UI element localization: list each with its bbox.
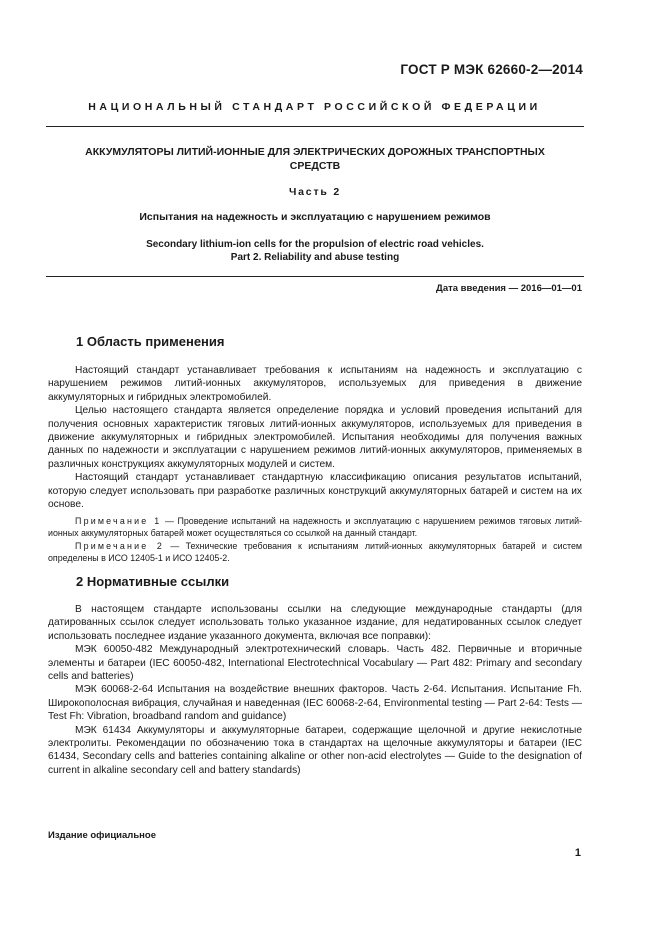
- introduction-date: Дата введения — 2016—01—01: [436, 283, 582, 294]
- paragraph: Настоящий стандарт устанавливает требования к испытаниям на надежность и эксплуатацию с нарушением режимов литий-ионных аккумуляторов, используемых для приведения в движение аккумуляторных и гибридных электромобилей.: [48, 365, 582, 403]
- paragraph: Настоящий стандарт устанавливает стандартную классификацию описания результатов испытаний, которую следует использовать при разработке различных конструкций аккумуляторных батарей и систем на их основе.: [48, 472, 582, 511]
- note-1-text: — Проведение испытаний на надежность и эксплуатацию с нарушением режимов тяговых литий-ионных аккумуляторных батарей может осуществляться со ссылкой на данный стандарт.: [48, 516, 582, 538]
- document-title: АККУМУЛЯТОРЫ ЛИТИЙ-ИОННЫЕ ДЛЯ ЭЛЕКТРИЧЕСКИХ ДОРОЖНЫХ ТРАНСПОРТНЫХ СРЕДСТВ: [85, 146, 545, 172]
- standard-number: ГОСТ Р МЭК 62660-2—2014: [400, 62, 583, 77]
- national-standard-banner: НАЦИОНАЛЬНЫЙ СТАНДАРТ РОССИЙСКОЙ ФЕДЕРАЦИИ: [88, 101, 541, 113]
- reference-entry: МЭК 60068-2-64 Испытания на воздействие внешних факторов. Часть 2-64. Испытания. Испытание Fh. Широкополосная вибрация, случайная и наведенная (IEC 60068-2-64, Environmental testing — Part 2-64: Tests — Test Fh: Vibration, broadband random and guidance): [48, 684, 582, 723]
- section-1-notes: [48, 516, 582, 566]
- top-divider: [46, 126, 584, 127]
- official-edition-label: Издание официальное: [48, 830, 156, 841]
- paragraph: Целью настоящего стандарта является определение порядка и условий проведения испытаний для получения основных характеристик тяговых литий-ионных аккумуляторов, используемых для приведения в движение аккумуляторных и гибридных электромобилей. Испытания необходимы для получения важных данных по надежности и эксплуатации с нарушением режимов литий-ионных аккумуляторов, применяемых в различных конструкциях аккумуляторных модулей и систем.: [48, 405, 582, 470]
- paragraph: В настоящем стандарте использованы ссылки на следующие международные стандарты (для датированных ссылок следует использовать только указанное издание, для недатированных ссылок следует использовать последнее издание указанного документа, включая все поправки):: [48, 604, 582, 642]
- part-subtitle: Испытания на надежность и эксплуатацию с нарушением режимов: [139, 211, 491, 223]
- note-2-label: Примечание 2: [75, 541, 165, 552]
- section-1-heading: 1 Область применения: [76, 334, 225, 349]
- english-title: [60, 238, 570, 264]
- reference-entry: МЭК 60050-482 Международный электротехнический словарь. Часть 482. Первичные и вторичные элементы и батареи (IEC 60050-482, International Electrotechnical Vocabulary — Part 482: Primary and secondary cells and batteries): [48, 644, 582, 683]
- note-1-label: Примечание 1: [75, 516, 162, 526]
- section-1-body: [48, 364, 582, 511]
- date-divider: [46, 276, 584, 277]
- page-number: 1: [574, 847, 581, 859]
- section-2-body: [48, 603, 582, 777]
- english-title-line2: Part 2. Reliability and abuse testing: [230, 252, 400, 263]
- part-number: Часть 2: [288, 186, 341, 198]
- note-1: [48, 516, 582, 539]
- reference-entry: МЭК 61434 Аккумуляторы и аккумуляторные батареи, содержащие щелочной и другие некислотные электролиты. Рекомендации по обозначению тока в стандартах на щелочные аккумуляторы и батареи (IEC 61434, Secondary cells and batteries containing alkaline or other non-acid electrolytes — Guide to the designation of current in alkaline secondary cell and battery standards): [48, 724, 582, 776]
- note-2-text: — Технические требования к испытаниям литий-ионных аккумуляторных батарей и систем определены в ИСО 12405-1 и ИСО 12405-2.: [48, 541, 583, 563]
- english-title-line1: Secondary lithium-ion cells for the propulsion of electric road vehicles.: [146, 239, 484, 250]
- section-2-heading: 2 Нормативные ссылки: [76, 574, 230, 589]
- note-2: [48, 541, 582, 564]
